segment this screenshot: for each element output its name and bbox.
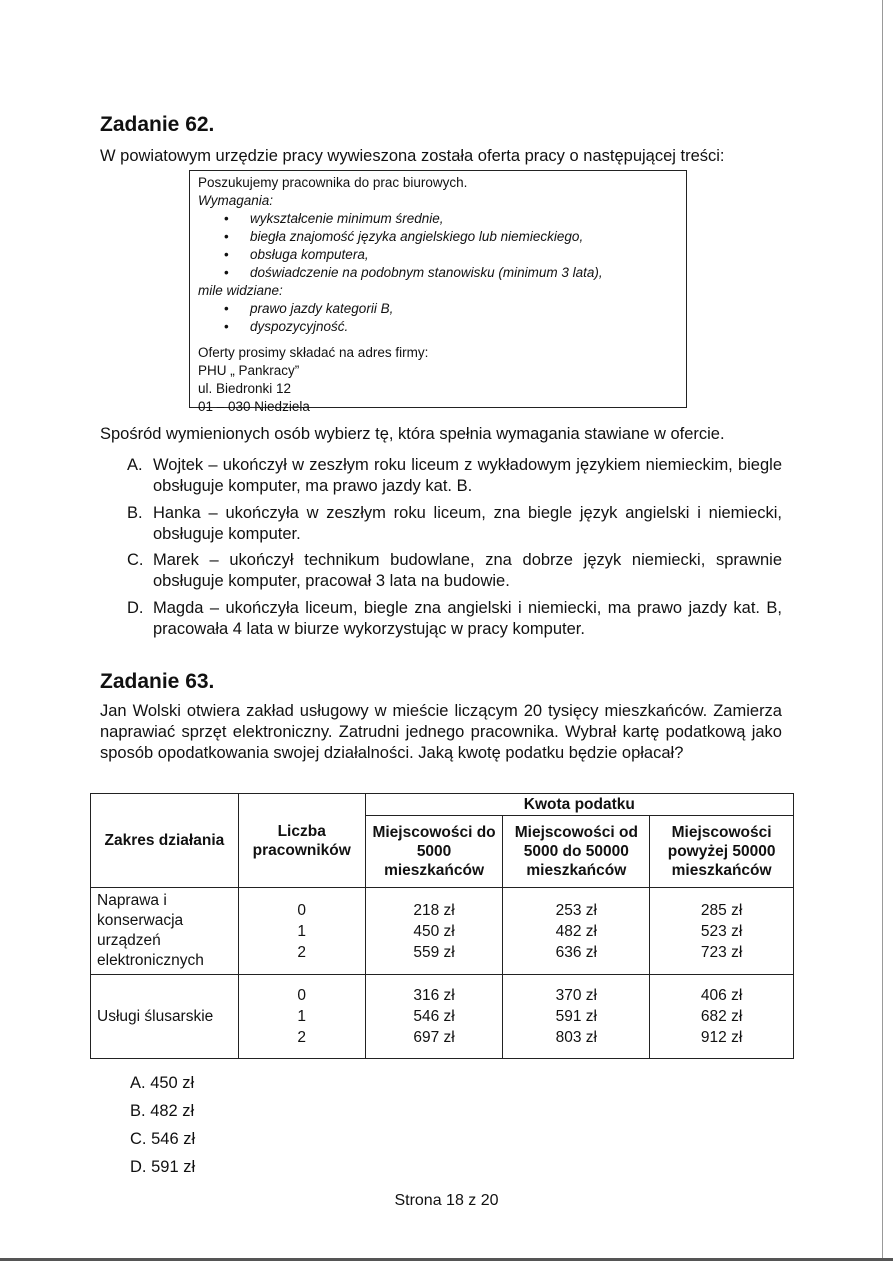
cell-value: 218 zł bbox=[413, 901, 455, 919]
cell-value: 697 zł bbox=[413, 1029, 455, 1046]
answer-c[interactable] bbox=[130, 1130, 195, 1149]
cell-value: 370 zł bbox=[555, 987, 598, 1004]
option-text: Wojtek – ukończył w zeszłym roku liceum z wykładowym językiem niemieckim, biegle obsługuje komputer, ma prawo jazdy kat. B. bbox=[153, 456, 782, 495]
requirement-item: • doświadczenie na podobnym stanowisku (minimum 3 lata), bbox=[250, 264, 678, 282]
workers-cell bbox=[238, 975, 365, 1059]
workers-cell bbox=[238, 888, 365, 975]
tax-table bbox=[90, 793, 794, 1059]
nice-to-have-list bbox=[198, 300, 678, 336]
answer-d[interactable] bbox=[130, 1158, 195, 1177]
offer-headline: Poszukujemy pracownika do prac biurowych. bbox=[198, 175, 468, 190]
option-letter: D. bbox=[127, 599, 144, 617]
nice-item: • dyspozycyjność. bbox=[250, 318, 678, 336]
answer-letter: B. bbox=[130, 1102, 146, 1120]
col-scope-header: Zakres działania bbox=[91, 794, 239, 888]
job-offer-box bbox=[189, 170, 687, 414]
col-workers-header: Liczba pracowników bbox=[238, 794, 365, 888]
option-letter: C. bbox=[127, 551, 144, 569]
option-c[interactable] bbox=[127, 550, 782, 592]
scan-edge-bottom bbox=[0, 1258, 893, 1261]
page-number: Strona 18 z 20 bbox=[394, 1192, 499, 1209]
cell-value: 682 zł bbox=[700, 1008, 743, 1025]
requirement-item: • obsługa komputera, bbox=[250, 246, 678, 264]
cell-value: 723 zł bbox=[700, 943, 743, 961]
answer-letter: D. bbox=[130, 1158, 147, 1176]
cell-value: 0 bbox=[297, 987, 307, 1004]
option-b[interactable] bbox=[127, 503, 782, 545]
cell-value: 559 zł bbox=[413, 943, 455, 961]
col-b-header: Miejscowości od 5000 do 50000 mieszkańców bbox=[503, 816, 650, 888]
task62-question: Spośród wymienionych osób wybierz tę, która spełnia wymagania stawiane w ofercie. bbox=[100, 425, 725, 443]
scan-edge-right bbox=[882, 0, 883, 1258]
table-row bbox=[91, 888, 794, 975]
value-b-cell bbox=[503, 975, 650, 1059]
scope-cell: Usługi ślusarskie bbox=[91, 975, 239, 1059]
nice-item: • prawo jazdy kategorii B, bbox=[250, 300, 678, 318]
value-c-cell bbox=[650, 975, 794, 1059]
value-b-cell bbox=[503, 888, 650, 975]
cell-value: 482 zł bbox=[555, 922, 598, 940]
cell-value: 912 zł bbox=[700, 1029, 743, 1046]
answer-b[interactable] bbox=[130, 1102, 194, 1121]
option-d[interactable] bbox=[127, 598, 782, 640]
cell-value: 450 zł bbox=[413, 922, 455, 940]
option-text: Hanka – ukończyła w zeszłym roku liceum, zna biegle język angielski i niemiecki, obsługuje komputer. bbox=[153, 504, 782, 543]
table-row bbox=[91, 975, 794, 1059]
cell-value: 1 bbox=[297, 922, 307, 940]
task63-text: Jan Wolski otwiera zakład usługowy w mieście liczącym 20 tysięcy mieszkańców. Zamierza naprawiać sprzęt elektroniczny. Zatrudni jednego pracownika. Wybrał kartę podatkową jako sposób opodatkowania swojej działalności. Jaką kwotę podatku będzie opłacał? bbox=[100, 702, 782, 762]
col-a-header: Miejscowości do 5000 mieszkańców bbox=[365, 816, 503, 888]
cell-value: 2 bbox=[297, 943, 307, 961]
option-text: Marek – ukończył technikum budowlane, zna dobrze język niemiecki, sprawnie obsługuje komputer, pracował 3 lata na budowie. bbox=[153, 551, 782, 590]
option-letter: B. bbox=[127, 504, 143, 522]
option-letter: A. bbox=[127, 456, 143, 474]
col-c-header: Miejscowości powyżej 50000 mieszkańców bbox=[650, 816, 794, 888]
scope-cell: Naprawa i konserwacja urządzeń elektronicznych bbox=[91, 888, 239, 975]
cell-value: 406 zł bbox=[700, 987, 743, 1004]
cell-value: 636 zł bbox=[555, 943, 598, 961]
answer-text: 482 zł bbox=[150, 1102, 195, 1120]
cell-value: 2 bbox=[297, 1029, 307, 1046]
task63-title: Zadanie 63. bbox=[100, 670, 215, 693]
task62-title: Zadanie 62. bbox=[100, 113, 215, 136]
requirements-list bbox=[198, 210, 678, 282]
cell-value: 591 zł bbox=[555, 1008, 598, 1025]
cell-value: 803 zł bbox=[555, 1029, 598, 1046]
cell-value: 253 zł bbox=[555, 901, 598, 919]
value-a-cell bbox=[365, 888, 503, 975]
answer-text: 546 zł bbox=[151, 1130, 196, 1148]
answer-text: 591 zł bbox=[151, 1158, 196, 1176]
cell-value: 316 zł bbox=[413, 987, 455, 1004]
cell-value: 546 zł bbox=[413, 1008, 455, 1025]
requirements-label: Wymagania: bbox=[198, 193, 274, 208]
task62-intro: W powiatowym urzędzie pracy wywieszona została oferta pracy o następującej treści: bbox=[100, 147, 725, 165]
address-line: PHU „ Pankracy” bbox=[198, 363, 300, 378]
nice-to-have-label: mile widziane: bbox=[198, 283, 283, 298]
requirement-item: • wykształcenie minimum średnie, bbox=[250, 210, 678, 228]
answer-a[interactable] bbox=[130, 1074, 194, 1093]
answer-text: 450 zł bbox=[150, 1074, 195, 1092]
answer-letter: A. bbox=[130, 1074, 146, 1092]
cell-value: 0 bbox=[297, 901, 307, 919]
address-line: ul. Biedronki 12 bbox=[198, 381, 292, 396]
cell-value: 285 zł bbox=[700, 901, 743, 919]
cell-value: 523 zł bbox=[700, 922, 743, 940]
answer-letter: C. bbox=[130, 1130, 147, 1148]
cell-value: 1 bbox=[297, 1008, 307, 1025]
value-c-cell bbox=[650, 888, 794, 975]
option-text: Magda – ukończyła liceum, biegle zna angielski i niemiecki, ma prawo jazdy kat. B, pracowała 4 lata w biurze wykorzystując w pracy komputer. bbox=[153, 599, 782, 638]
option-a[interactable] bbox=[127, 455, 782, 497]
address-line: 01 – 030 Niedziela bbox=[198, 399, 310, 414]
group-header: Kwota podatku bbox=[365, 794, 793, 816]
requirement-item: • biegła znajomość języka angielskiego lub niemieckiego, bbox=[250, 228, 678, 246]
value-a-cell bbox=[365, 975, 503, 1059]
address-line: Oferty prosimy składać na adres firmy: bbox=[198, 345, 429, 360]
